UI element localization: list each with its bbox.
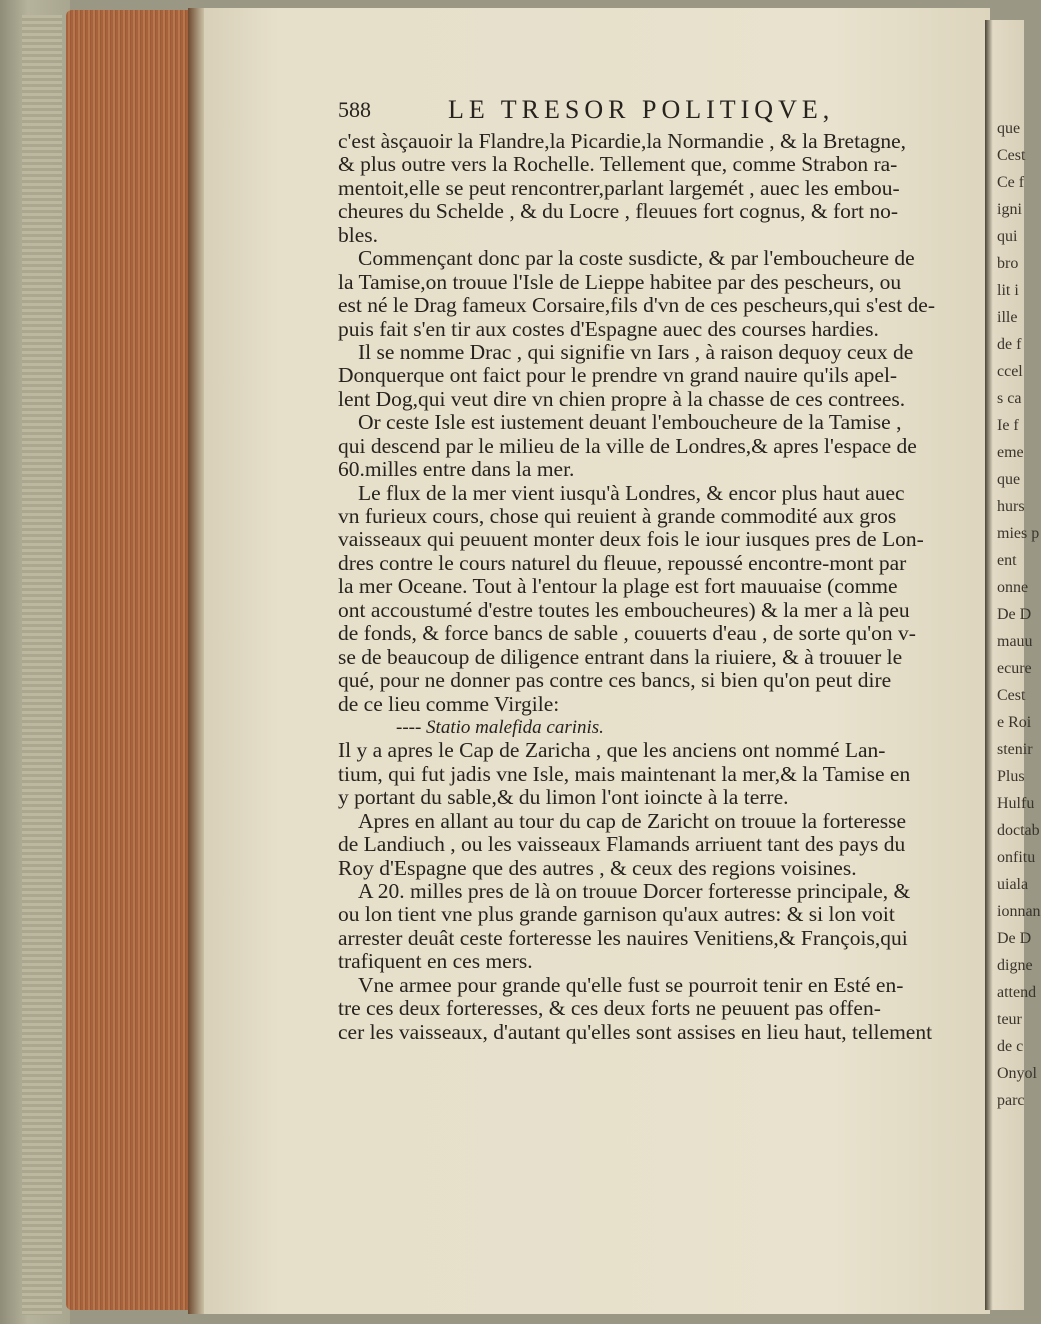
text-line: de fonds, & force bancs de sable , couuerts d'eau , de sorte qu'on v- [338, 621, 916, 646]
text-line: ont accoustumé d'estre toutes les emboucheures) & la mer a là peu [338, 597, 910, 622]
text-line: trafiquent en ces mers. [338, 949, 533, 974]
facing-page-fragment: ccel [997, 363, 1023, 380]
text-line: Roy d'Espagne que des autres , & ceux des regions voisines. [338, 855, 857, 880]
text-line: vn furieux cours, chose qui reuient à grande commodité aux gros [338, 504, 897, 528]
text-line: cer les vaisseaux, d'autant qu'elles sont assises en lieu haut, tellement [338, 1019, 933, 1044]
facing-page-fragment: lit i [997, 282, 1019, 299]
facing-page-fragment: eme [997, 444, 1024, 461]
text-line: y portant du sable,& du limon l'ont ioincte à la terre. [338, 785, 789, 810]
facing-page-fragment: ille [997, 309, 1018, 326]
cover-texture [22, 15, 62, 1315]
text-line: Apres en allant au tour du cap de Zaricht on trouue la forteresse [358, 808, 907, 833]
facing-page-fragment: Cest [997, 687, 1026, 704]
text-line: ---- Statio malefida carinis. [396, 716, 604, 738]
facing-page-fragment: que [997, 120, 1021, 137]
text-line: mentoit,elle se peut rencontrer,parlant largemét , auec les embou- [338, 175, 900, 200]
facing-page-fragment: Onyol [997, 1065, 1037, 1082]
text-line: arrester deuât ceste forteresse les nauires Venitiens,& François,qui [338, 925, 908, 950]
page-text [338, 90, 978, 1044]
facing-page-fragment: ionnan [997, 903, 1041, 920]
facing-page-fragment: Ie f [997, 417, 1019, 434]
facing-page-fragment: mauu [997, 633, 1033, 650]
facing-page-fragment: de f [997, 336, 1022, 353]
facing-page-fragment: uiala [997, 876, 1029, 893]
text-line: se de beaucoup de diligence entrant dans la riuiere, & à trouuer le [338, 644, 903, 669]
facing-page-fragment: hurs [997, 498, 1025, 515]
text-line: la Tamise,on trouue l'Isle de Lieppe habitee par des pescheurs, ou [338, 269, 902, 294]
facing-page-fragment: qui [997, 228, 1018, 245]
text-line: Vne armee pour grande qu'elle fust se pourroit tenir en Esté en- [358, 972, 904, 997]
facing-page-fragment: De D [997, 930, 1032, 947]
facing-page-fragment: digne [997, 957, 1033, 974]
facing-page-fragment: igni [997, 201, 1022, 218]
text-line: Donquerque ont faict pour le prendre vn grand nauire qu'ils apel- [338, 363, 898, 388]
text-line: puis fait s'en tir aux costes d'Espagne auec des courses hardies. [338, 316, 879, 341]
facing-page-fragment: mies p [997, 525, 1040, 542]
facing-page-fragment: bro [997, 255, 1019, 272]
facing-page-fragment: ecure [997, 660, 1032, 677]
text-line: la mer Oceane. Tout à l'entour la plage est fort mauuaise (comme [338, 574, 898, 599]
text-line: Commençant donc par la coste susdicte, & par l'emboucheure de [358, 246, 915, 271]
text-line: de ce lieu comme Virgile: [338, 691, 560, 716]
text-line: tium, qui fut jadis vne Isle, mais maintenant la mer,& la Tamise en [338, 761, 911, 786]
facing-page-fragment: De D [997, 606, 1032, 623]
text-line: tre ces deux forteresses, & ces deux forts ne peuuent pas offen- [338, 996, 881, 1021]
page-edges [66, 10, 192, 1310]
cover-cloth [0, 0, 70, 1324]
facing-page-fragment: doctab [997, 822, 1040, 839]
facing-page-fragment: onfitu [997, 849, 1036, 866]
facing-page-fragment: parc [997, 1092, 1025, 1109]
facing-page-fragment: Ce f [997, 174, 1025, 191]
facing-page-fragment: que [997, 471, 1021, 488]
text-line: Le flux de la mer vient iusqu'à Londres, & encor plus haut auec [358, 480, 905, 505]
text-line: de Landiuch , ou les vaisseaux Flamands arriuent tant des pays du [338, 832, 906, 857]
facing-page-fragment: de c [997, 1038, 1024, 1055]
page-number: 588 [338, 97, 371, 122]
facing-page-fragment: attend [997, 984, 1037, 1001]
facing-page-fragment: onne [997, 579, 1029, 596]
text-line: cheures du Schelde , & du Locre , fleuues fort cognus, & fort no- [338, 199, 899, 224]
facing-page-fragment: s ca [997, 390, 1022, 407]
facing-page-fragment: Hulfu [997, 795, 1035, 812]
body-text [338, 130, 978, 1044]
facing-page-edge [985, 20, 1041, 1310]
text-line: Il y a apres le Cap de Zaricha , que les anciens ont nommé Lan- [338, 738, 886, 763]
text-line: Il se nomme Drac , qui signifie vn Iars , à raison dequoy ceux de [358, 339, 914, 364]
text-line: dres contre le cours naturel du fleuue, repoussé encontre-mont par [338, 550, 907, 575]
text-line: 60.milles entre dans la mer. [338, 457, 575, 482]
text-line: bles. [338, 222, 379, 247]
text-line: A 20. milles pres de là on trouue Dorcer forteresse principale, & [358, 879, 911, 903]
facing-page-fragment: ent [997, 552, 1017, 569]
text-line: vaisseaux qui peuuent monter deux fois le iour iusques pres de Lon- [338, 527, 924, 552]
facing-page-fragment: Cest [997, 147, 1026, 164]
text-line: qué, pour ne donner pas contre ces bancs, si bien qu'on peut dire [338, 668, 892, 693]
facing-page-fragment: e Roi [997, 714, 1032, 731]
facing-page-fragment: stenir [997, 741, 1033, 758]
text-line: & plus outre vers la Rochelle. Tellement que, comme Strabon ra- [338, 152, 898, 177]
text-line: Or ceste Isle est iustement deuant l'emboucheure de la Tamise , [358, 410, 902, 435]
running-title: LE TRESOR POLITIQVE, [448, 95, 835, 124]
text-line: lent Dog,qui veut dire vn chien propre à la chasse de ces contrees. [338, 386, 906, 411]
text-line: ou lon tient vne plus grande garnison qu'aux autres: & si lon voit [338, 902, 895, 927]
text-line: est né le Drag fameux Corsaire,fils d'vn de ces pescheurs,qui s'est de- [338, 293, 936, 318]
text-line: c'est àsçauoir la Flandre,la Picardie,la Normandie , & la Bretagne, [338, 129, 907, 153]
running-header [338, 90, 978, 130]
facing-page-fragment: Plus [997, 768, 1025, 785]
facing-page-fragment: teur [997, 1011, 1022, 1028]
gutter-shadow [188, 8, 204, 1314]
text-line: qui descend par le milieu de la ville de Londres,& apres l'espace de [338, 433, 917, 458]
